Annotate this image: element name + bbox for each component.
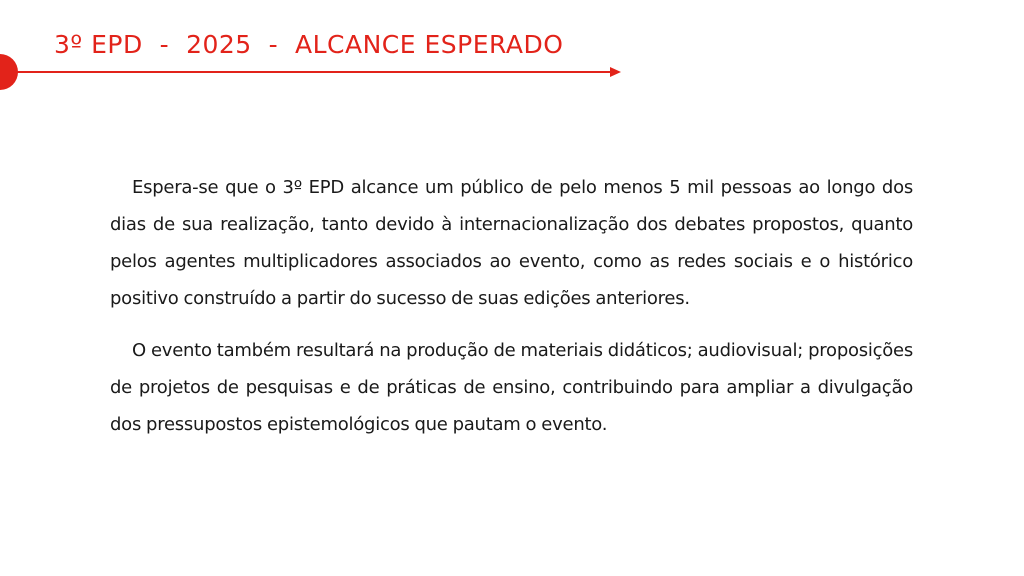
slide-title: 3º EPD - 2025 - ALCANCE ESPERADO [54, 30, 564, 59]
arrow-head-icon [610, 67, 621, 77]
paragraph-alcance: Espera-se que o 3º EPD alcance um público de pelo menos 5 mil pessoas ao longo dos dias de sua realização, tanto devido à internacionalização dos debates propostos, quanto pelos agentes multiplicadores associados ao evento, como as redes sociais e o histórico positivo construído a partir do sucesso de suas edições anteriores. [110, 177, 913, 309]
paragraph-materiais: O evento também resultará na produção de materiais didáticos; audiovisual; proposições de projetos de pesquisas e de práticas de ensino, contribuindo para ampliar a divulgação dos pressupostos epistemológicos que pautam o evento. [110, 340, 913, 435]
body-text [110, 169, 913, 458]
title-underline-arrow [16, 71, 614, 73]
